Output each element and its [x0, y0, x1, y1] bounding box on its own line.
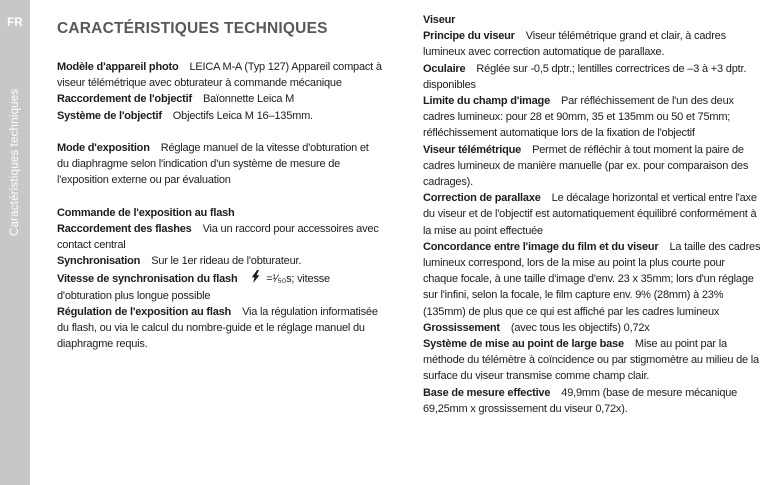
spec-paragraph: [57, 253, 382, 269]
spec-label: Synchronisation: [57, 255, 141, 268]
spec-text: Viseur télémétrique grand et clair, à cadres lumineux avec correction automatique de parallaxe.: [423, 30, 726, 59]
spec-section: [57, 205, 382, 353]
spec-label: Commande de l'exposition au flash: [57, 206, 235, 219]
spec-label: Limite du champ d'image: [423, 95, 550, 108]
spec-label: Base de mesure effective: [423, 386, 551, 399]
spec-label: Correction de parallaxe: [423, 192, 541, 205]
spec-paragraph: [423, 320, 762, 336]
spec-label: Modèle d'appareil photo: [57, 61, 179, 73]
language-badge: FR: [7, 17, 23, 29]
left-column: [57, 59, 382, 353]
spec-label: Mode d'exposition: [57, 142, 150, 154]
spec-paragraph: [57, 221, 382, 253]
spec-paragraph: [423, 142, 762, 191]
spec-label: Régulation de l'exposition au flash: [57, 306, 232, 319]
spec-paragraph: [423, 239, 762, 320]
spec-label: Concordance entre l'image du film et du viseur: [423, 240, 659, 253]
spec-paragraph: [423, 12, 762, 28]
spec-section: [57, 140, 382, 189]
spec-paragraph: [57, 140, 382, 189]
spec-text: LEICA M-A (Typ 127) Appareil compact à viseur télémétrique avec obturateur à commande mécanique: [57, 61, 382, 90]
spec-paragraph: [57, 205, 382, 221]
spec-text: Objectifs Leica M 16–135mm.: [172, 109, 313, 122]
spec-label: Système de l'objectif: [57, 109, 162, 122]
spec-section: [423, 12, 762, 417]
spec-paragraph: [423, 93, 762, 142]
spec-text: Réglée sur -0,5 dptr.; lentilles correctrices de –3 à +3 dptr. disponibles: [423, 62, 747, 91]
spec-paragraph: [57, 270, 382, 304]
spec-text: =¹⁄₅₀s; vitesse d'obturation plus longue possible: [57, 272, 330, 302]
spec-paragraph: [423, 190, 762, 239]
spec-text: Réglage manuel de la vitesse d'obturation et du diaphragme selon l'indication d'un système de mesure de l'exposition externe ou par évaluation: [57, 142, 369, 187]
spec-paragraph: [57, 59, 382, 91]
spec-label: Grossissement: [423, 321, 500, 334]
page-title: CARACTÉRISTIQUES TECHNIQUES: [57, 20, 328, 37]
spec-text: Baïonnette Leica M: [202, 93, 295, 106]
spec-paragraph: [423, 28, 762, 60]
spec-label: Viseur: [423, 14, 456, 26]
spec-text: Le décalage horizontal et vertical entre l'axe du viseur et de l'objectif est automatiquement équilibré conformément à la mise au point effectuée: [423, 192, 757, 237]
spec-label: Oculaire: [423, 62, 466, 75]
right-column: [423, 12, 762, 417]
sidebar-vertical-label: Caractéristiques techniques: [9, 88, 21, 236]
spec-label: Système de mise au point de large base: [423, 338, 624, 351]
spec-paragraph: [423, 385, 762, 417]
spec-label: Vitesse de synchronisation du flash: [57, 272, 238, 285]
spec-text: Via la régulation informatisée du flash, ou via le calcul du nombre-guide et le réglage manuel du diaphragme requis.: [57, 306, 378, 351]
spec-text: 49,9mm (base de mesure mécanique 69,25mm x grossissement du viseur 0,72x).: [423, 386, 738, 415]
sidebar: [0, 0, 30, 485]
spec-paragraph: [57, 108, 382, 124]
spec-label: Raccordement de l'objectif: [57, 93, 192, 106]
spec-paragraph: [57, 91, 382, 107]
spec-section: [57, 59, 382, 124]
spec-text: Sur le 1er rideau de l'obturateur.: [151, 255, 302, 268]
spec-text: Mise au point par la méthode du télémètre à coïncidence ou par stigmomètre au milieu de la surface du viseur transmise comme champ clair.: [423, 338, 759, 383]
flash-icon: [251, 270, 260, 288]
spec-label: Raccordement des flashes: [57, 223, 192, 235]
spec-label: Principe du viseur: [423, 30, 515, 43]
spec-paragraph: [57, 304, 382, 353]
spec-text: La taille des cadres lumineux correspond, lors de la mise au point la plus courte pour chaque focale, à une taille d'image d'env. 23 x 35mm; lors d'un réglage sur l'infini, selon la focale, le film capture env. 9% (28mm) à 23% (135mm) de plus que ce qui est affiché par les cadres lumineux: [423, 240, 761, 318]
spec-text: Via un raccord pour accessoires avec contact central: [57, 223, 379, 252]
spec-paragraph: [423, 336, 762, 385]
spec-text: Permet de réfléchir à tout moment la paire de cadres lumineux de manière manuelle (par ex. pour comparaison des cadrages).: [423, 143, 749, 189]
spec-label: Viseur télémétrique: [423, 143, 522, 156]
spec-paragraph: [423, 61, 762, 93]
spec-text: (avec tous les objectifs) 0,72x: [510, 321, 650, 334]
spec-text: Par réfléchissement de l'un des deux cadres lumineux: pour 28 et 90mm, 35 et 135mm ou 50 et 75mm; réfléchissement automatique lors de la fixation de l'objectif: [423, 95, 734, 140]
